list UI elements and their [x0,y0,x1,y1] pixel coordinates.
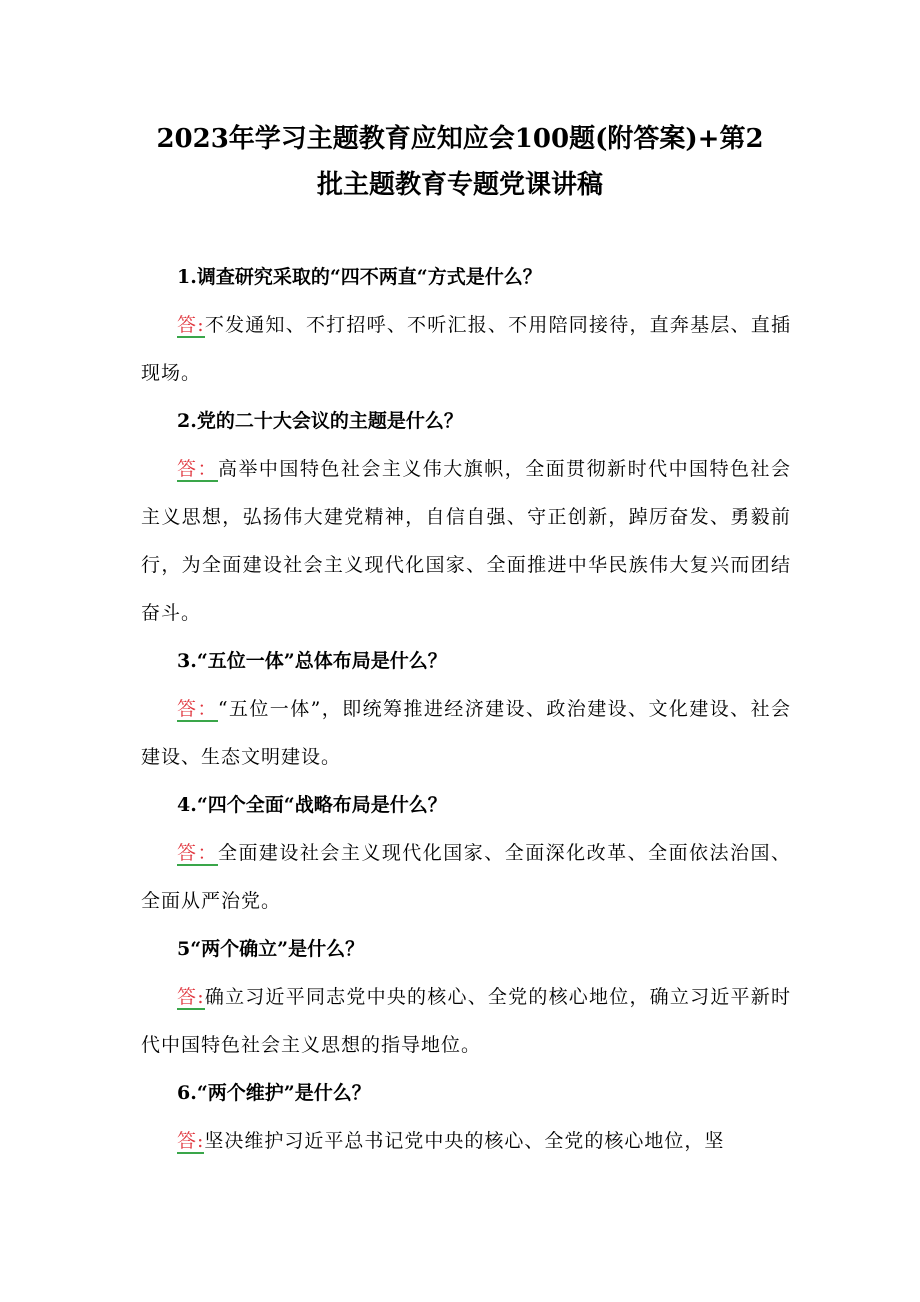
answer-paragraph [141,685,791,781]
question-text: 5“两个确立”是什么？ [177,938,365,960]
answer-paragraph [141,973,791,1069]
qa-item [141,253,791,397]
qa-item [141,1069,791,1165]
answer-label: 答: [177,1130,205,1152]
answer-text: 不发通知、不打招呼、不听汇报、不用陪同接待，直奔基层、直插现场。 [141,314,791,384]
answer-text: 确立习近平同志党中央的核心、全党的核心地位，确立习近平新时代中国特色社会主义思想的指导地位。 [141,986,791,1056]
document-title [100,116,820,208]
qa-item [141,637,791,781]
answer-text: “五位一体”，即统筹推进经济建设、政治建设、文化建设、社会建设、生态文明建设。 [141,698,791,768]
answer-label: 答： [177,698,218,720]
qa-item [141,781,791,925]
question-text: 2.党的二十大会议的主题是什么？ [177,410,463,432]
answer-text: 全面建设社会主义现代化国家、全面深化改革、全面依法治国、全面从严治党。 [141,842,791,912]
answer-paragraph [141,445,791,637]
question-text: 1.调查研究采取的“四不两直“方式是什么？ [177,266,542,288]
qa-list [141,253,791,1165]
answer-label: 答: [177,986,205,1008]
qa-item [141,397,791,637]
title-line-1: 2023年学习主题教育应知应会100题(附答案)+第2 [156,124,764,154]
answer-paragraph [141,301,791,397]
title-line-2: 批主题教育专题党课讲稿 [316,170,603,200]
question-text: 6.“两个维护”是什么？ [177,1082,371,1104]
answer-label: 答: [177,314,205,336]
qa-item [141,925,791,1069]
answer-paragraph [141,829,791,925]
answer-text: 高举中国特色社会主义伟大旗帜，全面贯彻新时代中国特色社会主义思想，弘扬伟大建党精神，自信自强、守正创新，踔厉奋发、勇毅前行，为全面建设社会主义现代化国家、全面推进中华民族伟大复兴而团结奋斗。 [141,458,791,624]
question-text: 3.“五位一体”总体布局是什么？ [177,650,447,672]
answer-label: 答： [177,458,218,480]
answer-text: 坚决维护习近平总书记党中央的核心、全党的核心地位，坚 [204,1130,725,1152]
answer-label: 答： [177,842,218,864]
question-text: 4.“四个全面“战略布局是什么？ [177,794,447,816]
answer-paragraph [141,1117,791,1165]
